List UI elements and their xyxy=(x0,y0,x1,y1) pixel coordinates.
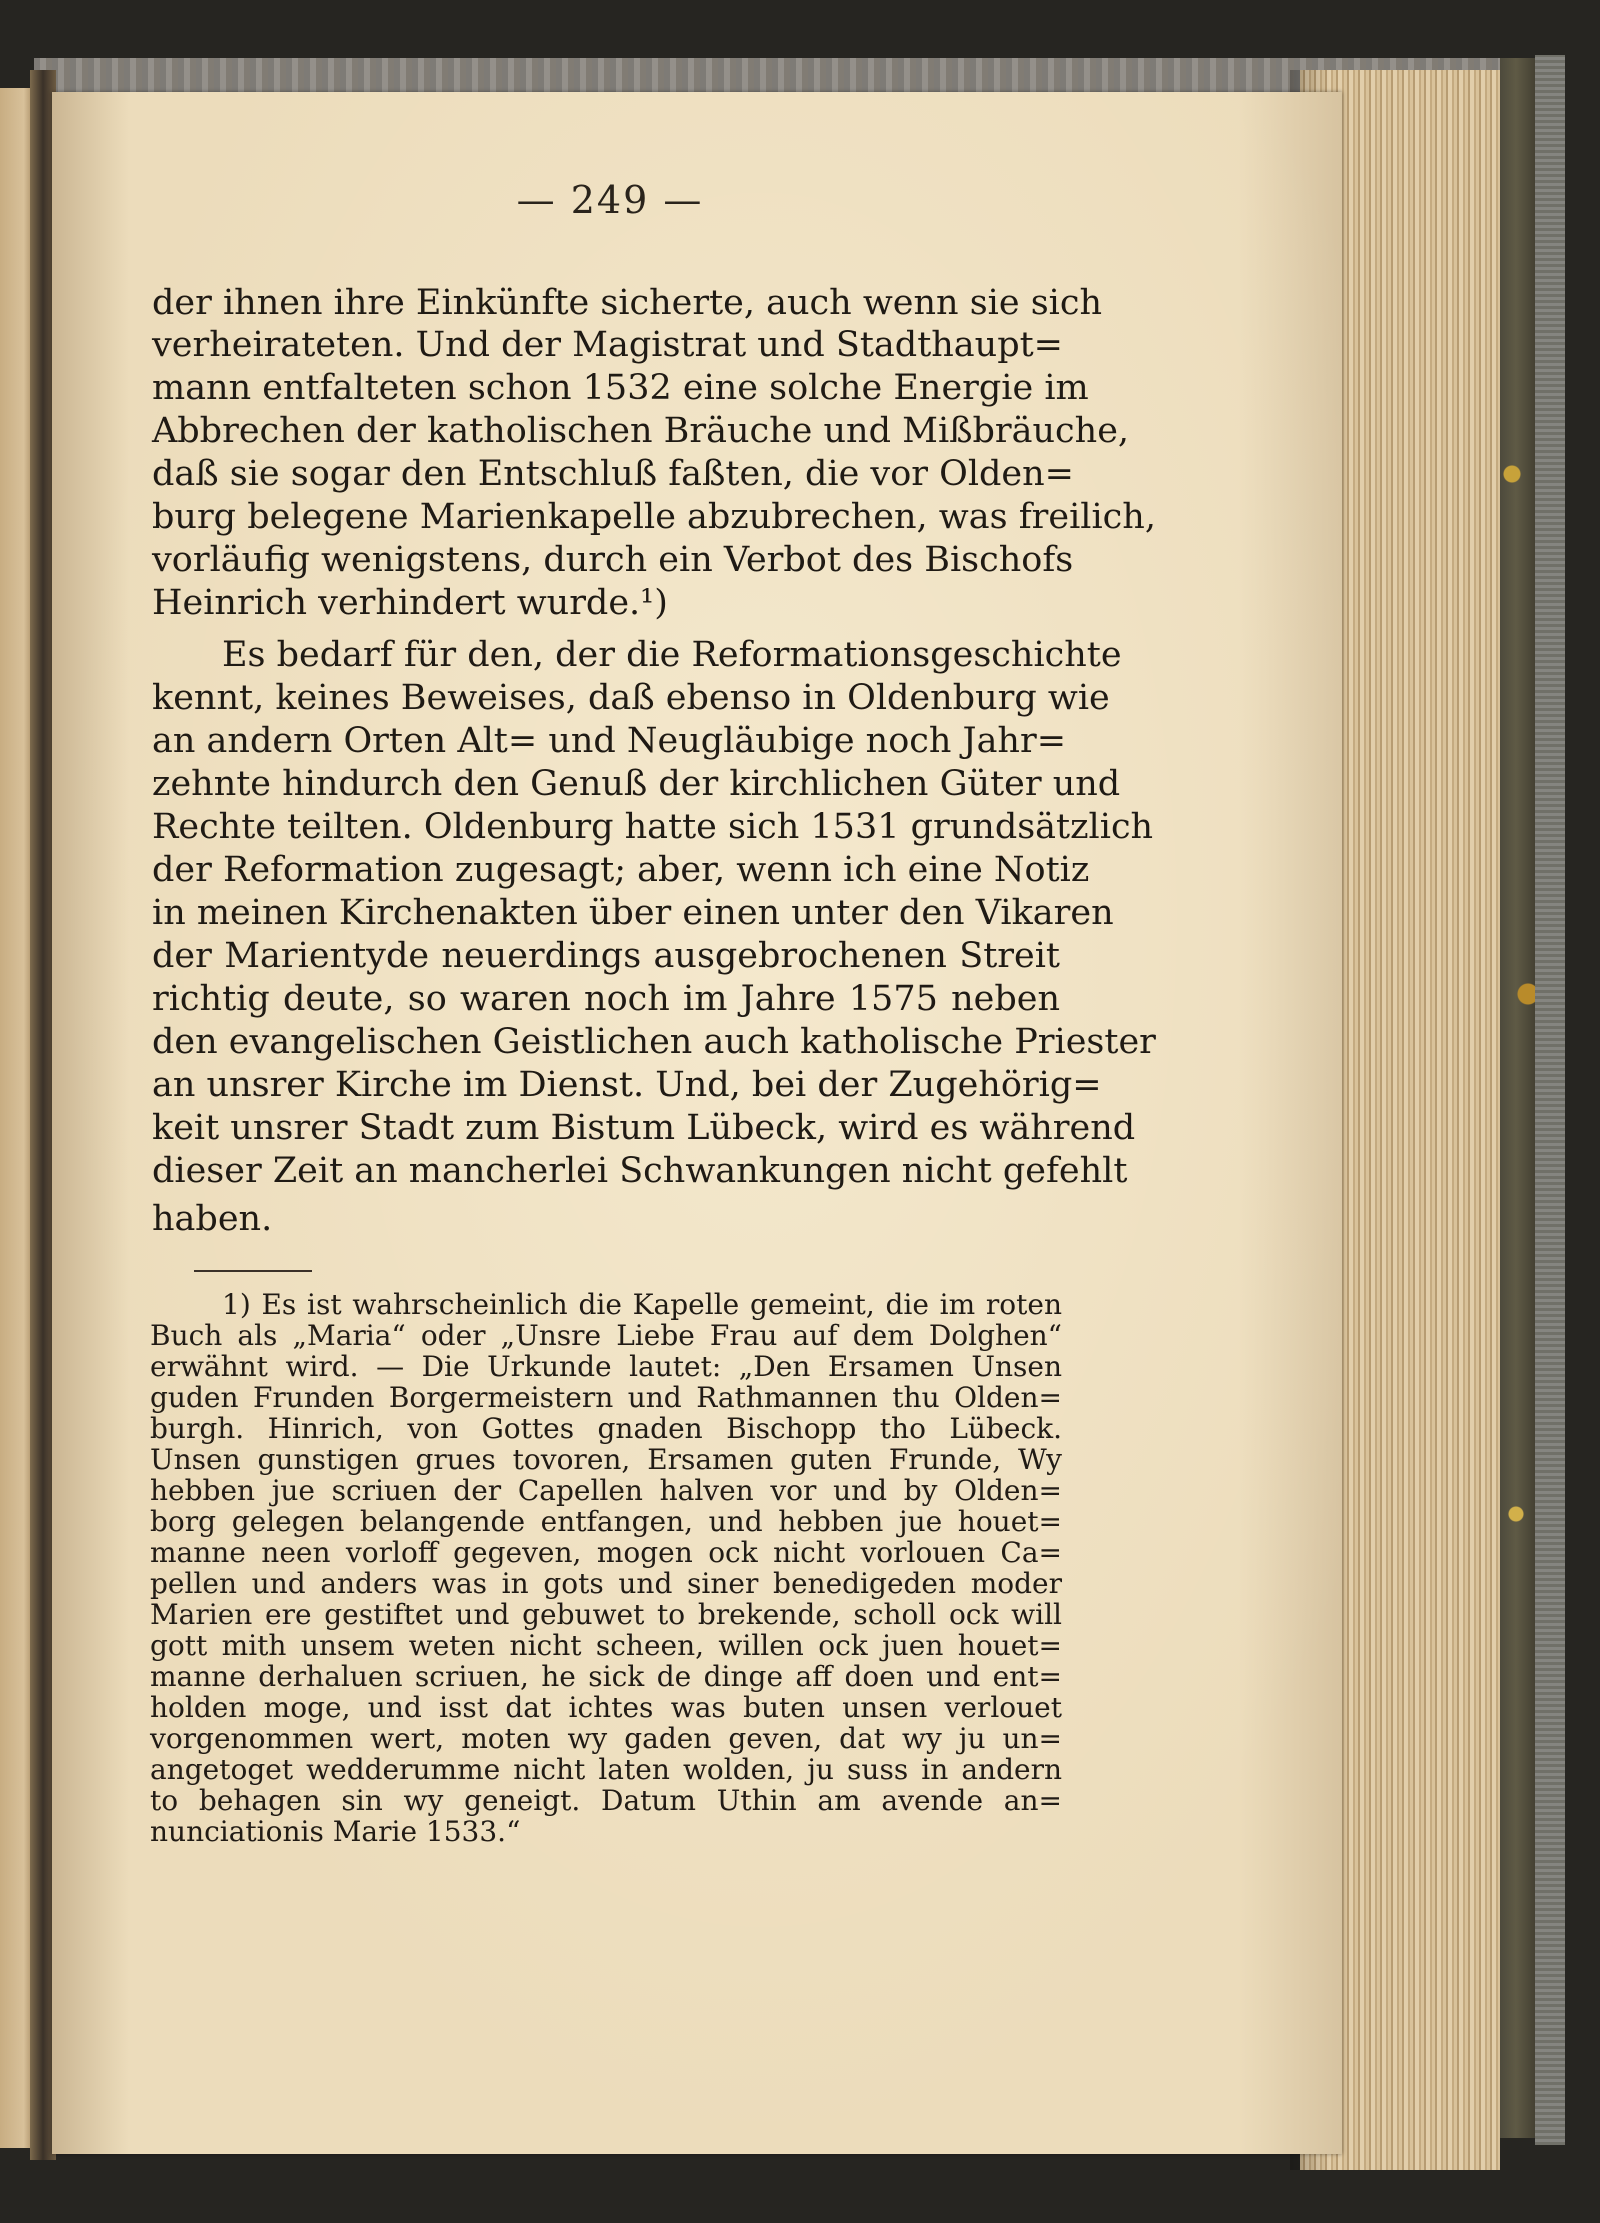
body-line: keit unsrer Stadt zum Bistum Lübeck, wird es während xyxy=(152,1108,1136,1148)
footnote-line: borg gelegen belangende entfangen, und hebben jue houet= xyxy=(150,1505,1062,1538)
footnote-line: pellen und anders was in gots und siner benedigeden moder xyxy=(150,1567,1062,1600)
footnote-line: Marien ere gestiftet und gebuwet to brekende, scholl ock will xyxy=(150,1598,1062,1631)
body-line: verheirateten. Und der Magistrat und Stadthaupt= xyxy=(152,325,1064,365)
body-line: Heinrich verhindert wurde.¹) xyxy=(152,583,668,623)
body-line: Es bedarf für den, der die Reformationsgeschichte xyxy=(222,635,1122,675)
left-facing-page-edge xyxy=(0,88,34,2148)
cover-cloth-spine xyxy=(1535,55,1565,2145)
footnote-line: vorgenommen wert, moten wy gaden geven, dat wy ju un= xyxy=(150,1722,1062,1755)
body-line: Rechte teilten. Oldenburg hatte sich 1531 grundsätzlich xyxy=(152,807,1154,847)
body-line: an unsrer Kirche im Dienst. Und, bei der Zugehörig= xyxy=(152,1065,1102,1105)
body-line: dieser Zeit an mancherlei Schwankungen nicht gefehlt xyxy=(152,1151,1128,1191)
body-line: der ihnen ihre Einkünfte sicherte, auch wenn sie sich xyxy=(152,283,1102,323)
body-line: Abbrechen der katholischen Bräuche und Mißbräuche, xyxy=(152,411,1130,451)
footnote-rule xyxy=(194,1270,312,1272)
body-line: an andern Orten Alt= und Neugläubige noch Jahr= xyxy=(152,721,1067,761)
body-line: richtig deute, so waren noch im Jahre 1575 neben xyxy=(152,979,1060,1019)
body-line: kennt, keines Beweises, daß ebenso in Oldenburg wie xyxy=(152,678,1110,718)
body-line: daß sie sogar den Entschluß faßten, die vor Olden= xyxy=(152,454,1074,494)
footnote-line: guden Frunden Borgermeistern und Rathmannen thu Olden= xyxy=(150,1381,1062,1414)
marbled-cover-board xyxy=(1500,58,1540,2138)
body-line: vorläufig wenigstens, durch ein Verbot des Bischofs xyxy=(152,540,1074,580)
footnote-line: manne derhaluen scriuen, he sick de dinge aff doen und ent= xyxy=(150,1660,1062,1693)
body-line: den evangelischen Geistlichen auch katholische Priester xyxy=(152,1022,1156,1062)
page-number: — 249 — xyxy=(516,178,704,222)
footnote-line: nunciationis Marie 1533.“ xyxy=(150,1815,521,1848)
footnote-line: burgh. Hinrich, von Gottes gnaden Bischopp tho Lübeck. xyxy=(150,1412,1062,1445)
footnote-line: manne neen vorloff gegeven, mogen ock nicht vorlouen Ca= xyxy=(150,1536,1062,1569)
footnote-line: hebben jue scriuen der Capellen halven vor und by Olden= xyxy=(150,1474,1062,1507)
footnote-line: Unsen gunstigen grues tovoren, Ersamen guten Frunde, Wy xyxy=(150,1443,1062,1476)
footnote-line: angetoget wedderumme nicht laten wolden, ju suss in andern xyxy=(150,1753,1062,1786)
footnote-line: gott mith unsem weten nicht scheen, willen ock juen houet= xyxy=(150,1629,1062,1662)
body-line: in meinen Kirchenakten über einen unter den Vikaren xyxy=(152,893,1114,933)
body-line: mann entfalteten schon 1532 eine solche Energie im xyxy=(152,368,1089,408)
footnote-line: holden moge, und isst dat ichtes was buten unsen verlouet xyxy=(150,1691,1062,1724)
body-line: der Marientyde neuerdings ausgebrochenen Streit xyxy=(152,936,1060,976)
body-line: zehnte hindurch den Genuß der kirchlichen Güter und xyxy=(152,764,1121,804)
footnote-line: 1) Es ist wahrscheinlich die Kapelle gemeint, die im roten xyxy=(222,1288,1062,1321)
footnote-line: Buch als „Maria“ oder „Unsre Liebe Frau auf dem Dolghen“ xyxy=(150,1319,1062,1352)
footnote-line: to behagen sin wy geneigt. Datum Uthin am avende an= xyxy=(150,1784,1062,1817)
footnote-line: erwähnt wird. — Die Urkunde lautet: „Den Ersamen Unsen xyxy=(150,1350,1062,1383)
body-line: haben. xyxy=(152,1199,273,1239)
body-line: burg belegene Marienkapelle abzubrechen, was freilich, xyxy=(152,497,1156,537)
body-line: der Reformation zugesagt; aber, wenn ich eine Notiz xyxy=(152,850,1090,890)
